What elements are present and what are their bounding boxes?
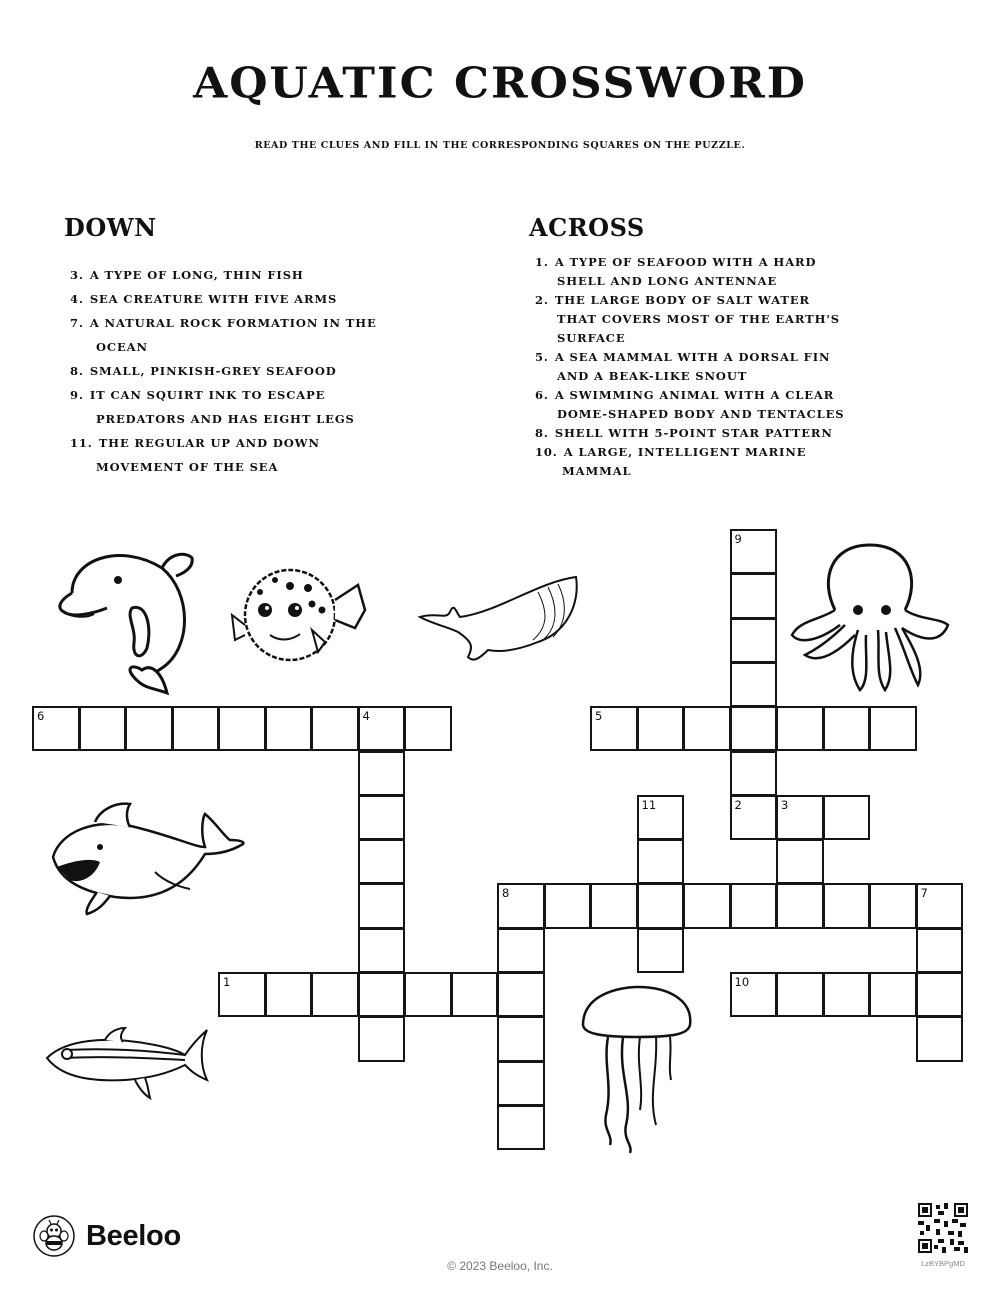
down-clue-11 (70, 431, 450, 455)
crossword-cell[interactable] (404, 706, 452, 751)
crossword-cell[interactable] (916, 883, 964, 928)
crossword-cell[interactable] (637, 839, 685, 884)
crossword-cell[interactable] (497, 1061, 545, 1106)
crossword-cell[interactable] (869, 706, 917, 751)
crossword-cell[interactable] (79, 706, 127, 751)
crossword-cell[interactable] (497, 928, 545, 973)
crossword-cell[interactable] (776, 706, 824, 751)
cell-number: 7 (920, 886, 928, 901)
page-title: AQUATIC CROSSWORD (193, 59, 807, 108)
cell-number: 11 (641, 797, 657, 812)
clue-text: A SEA MAMMAL WITH A DORSAL FIN (554, 350, 831, 364)
crossword-cell[interactable] (125, 706, 173, 751)
crossword-cell[interactable] (730, 662, 778, 707)
down-clue-list (70, 263, 450, 479)
crossword-cell[interactable] (218, 972, 266, 1017)
crossword-cell[interactable] (590, 883, 638, 928)
crossword-cell[interactable] (497, 972, 545, 1017)
clue-text: A LARGE, INTELLIGENT MARINE (563, 445, 807, 459)
cell-number: 10 (734, 975, 750, 989)
crossword-cell[interactable] (637, 883, 685, 928)
down-clue-7 (70, 311, 450, 335)
crossword-cell[interactable] (358, 883, 406, 928)
crossword-cell[interactable] (172, 706, 220, 751)
crossword-cell[interactable] (916, 972, 964, 1017)
pufferfish-icon (230, 560, 395, 670)
whale-icon (418, 572, 583, 664)
clue-text: A SWIMMING ANIMAL WITH A CLEAR (554, 388, 835, 402)
crossword-cell[interactable] (730, 618, 778, 663)
clue-text: A TYPE OF SEAFOOD WITH A HARD (554, 255, 817, 269)
across-clue-1 (535, 253, 925, 272)
clue-number: 8. (535, 426, 549, 440)
crossword-cell[interactable] (916, 928, 964, 973)
crossword-cell[interactable] (730, 573, 778, 618)
crossword-cell[interactable] (730, 795, 778, 840)
clue-number: 9. (70, 388, 84, 402)
clue-text: THE REGULAR UP AND DOWN (98, 436, 320, 450)
brand-name: Beeloo (86, 1219, 181, 1252)
down-clue-8 (70, 359, 450, 383)
beeloo-logo (32, 1214, 181, 1258)
down-clue-3 (70, 263, 450, 287)
tuna-icon (45, 1020, 210, 1105)
across-clue-5 (535, 348, 925, 367)
crossword-cell[interactable] (823, 883, 871, 928)
across-clue-list (535, 253, 925, 481)
across-heading: ACROSS (529, 213, 645, 242)
cell-number: 5 (595, 709, 603, 724)
across-clue-2 (535, 291, 925, 310)
across-clue-2-cont: SURFACE (557, 331, 626, 345)
instructions: READ THE CLUES AND FILL IN THE CORRESPONDING SQUARES ON THE PUZZLE. (254, 140, 746, 151)
crossword-cell[interactable] (823, 706, 871, 751)
crossword-cell[interactable] (869, 972, 917, 1017)
across-clue-10 (535, 443, 925, 462)
crossword-cell[interactable] (730, 751, 778, 796)
crossword-cell[interactable] (497, 883, 545, 928)
cell-number: 6 (37, 709, 45, 724)
clue-number: 7. (70, 316, 84, 330)
crossword-cell[interactable] (311, 972, 359, 1017)
crossword-cell[interactable] (637, 706, 685, 751)
crossword-cell[interactable] (776, 839, 824, 884)
clue-number: 10. (535, 445, 558, 459)
clue-number: 4. (70, 292, 84, 306)
clue-text: A NATURAL ROCK FORMATION IN THE (89, 316, 377, 330)
crossword-cell[interactable] (637, 928, 685, 973)
dolphin-icon (52, 538, 202, 698)
qr-code-label: LzBYBPgMD (921, 1259, 965, 1268)
across-clue-2-cont: THAT COVERS MOST OF THE EARTH'S (557, 312, 840, 326)
cell-number: 2 (734, 797, 742, 812)
crossword-cell[interactable] (497, 1016, 545, 1061)
clue-text: A TYPE OF LONG, THIN FISH (89, 268, 304, 282)
clue-text: THE LARGE BODY OF SALT WATER (554, 293, 810, 307)
jellyfish-icon (578, 985, 698, 1155)
crossword-cell[interactable] (404, 972, 452, 1017)
crossword-cell[interactable] (358, 706, 406, 751)
copyright: © 2023 Beeloo, Inc. (447, 1259, 553, 1273)
crossword-cell[interactable] (823, 795, 871, 840)
crossword-cell[interactable] (358, 795, 406, 840)
crossword-cell[interactable] (358, 1016, 406, 1061)
clue-number: 3. (70, 268, 84, 282)
crossword-cell[interactable] (637, 795, 685, 840)
clue-number: 2. (535, 293, 549, 307)
crossword-cell[interactable] (730, 972, 778, 1017)
crossword-cell[interactable] (683, 706, 731, 751)
clue-number: 11. (70, 436, 93, 450)
crossword-cell[interactable] (730, 706, 778, 751)
qr-code-icon (918, 1203, 968, 1253)
crossword-cell[interactable] (358, 972, 406, 1017)
clue-text: IT CAN SQUIRT INK TO ESCAPE (89, 388, 326, 402)
crossword-cell[interactable] (32, 706, 80, 751)
crossword-cell[interactable] (311, 706, 359, 751)
crossword-cell[interactable] (358, 928, 406, 973)
down-clue-7-cont: OCEAN (96, 340, 148, 354)
cell-number: 3 (781, 797, 789, 812)
down-heading: DOWN (64, 213, 157, 242)
crossword-cell[interactable] (358, 751, 406, 796)
crossword-cell[interactable] (590, 706, 638, 751)
crossword-cell[interactable] (218, 706, 266, 751)
crossword-cell[interactable] (823, 972, 871, 1017)
cell-number: 9 (734, 532, 742, 546)
across-clue-6-cont: DOME-SHAPED BODY AND TENTACLES (557, 407, 845, 421)
crossword-cell[interactable] (358, 839, 406, 884)
down-clue-11-cont: MOVEMENT OF THE SEA (96, 460, 279, 474)
crossword-cell[interactable] (497, 1105, 545, 1150)
crossword-cell[interactable] (730, 529, 778, 574)
crossword-cell[interactable] (869, 883, 917, 928)
shark-icon (45, 792, 250, 932)
bee-icon (32, 1214, 76, 1258)
clue-number: 6. (535, 388, 549, 402)
clue-text: SMALL, PINKISH-GREY SEAFOOD (89, 364, 337, 378)
down-clue-4 (70, 287, 450, 311)
crossword-cell[interactable] (776, 795, 824, 840)
crossword-cell[interactable] (683, 883, 731, 928)
clue-number: 1. (535, 255, 549, 269)
crossword-cell[interactable] (265, 972, 313, 1017)
clue-number: 8. (70, 364, 84, 378)
clue-text: SEA CREATURE WITH FIVE ARMS (89, 292, 338, 306)
octopus-icon (790, 540, 950, 695)
crossword-cell[interactable] (451, 972, 499, 1017)
down-clue-9 (70, 383, 450, 407)
cell-number: 4 (362, 709, 370, 724)
across-clue-6 (535, 386, 925, 405)
crossword-cell[interactable] (776, 972, 824, 1017)
clue-number: 5. (535, 350, 549, 364)
crossword-cell[interactable] (544, 883, 592, 928)
clue-text: SHELL WITH 5-POINT STAR PATTERN (554, 426, 833, 440)
crossword-cell[interactable] (265, 706, 313, 751)
across-clue-10-cont: MAMMAL (562, 464, 632, 478)
cell-number: 1 (223, 975, 231, 989)
crossword-cell[interactable] (730, 883, 778, 928)
crossword-cell[interactable] (916, 1016, 964, 1061)
crossword-cell[interactable] (776, 883, 824, 928)
cell-number: 8 (502, 886, 510, 901)
down-clue-9-cont: PREDATORS AND HAS EIGHT LEGS (96, 412, 355, 426)
across-clue-5-cont: AND A BEAK-LIKE SNOUT (557, 369, 748, 383)
across-clue-8 (535, 424, 925, 443)
across-clue-1-cont: SHELL AND LONG ANTENNAE (557, 274, 778, 288)
